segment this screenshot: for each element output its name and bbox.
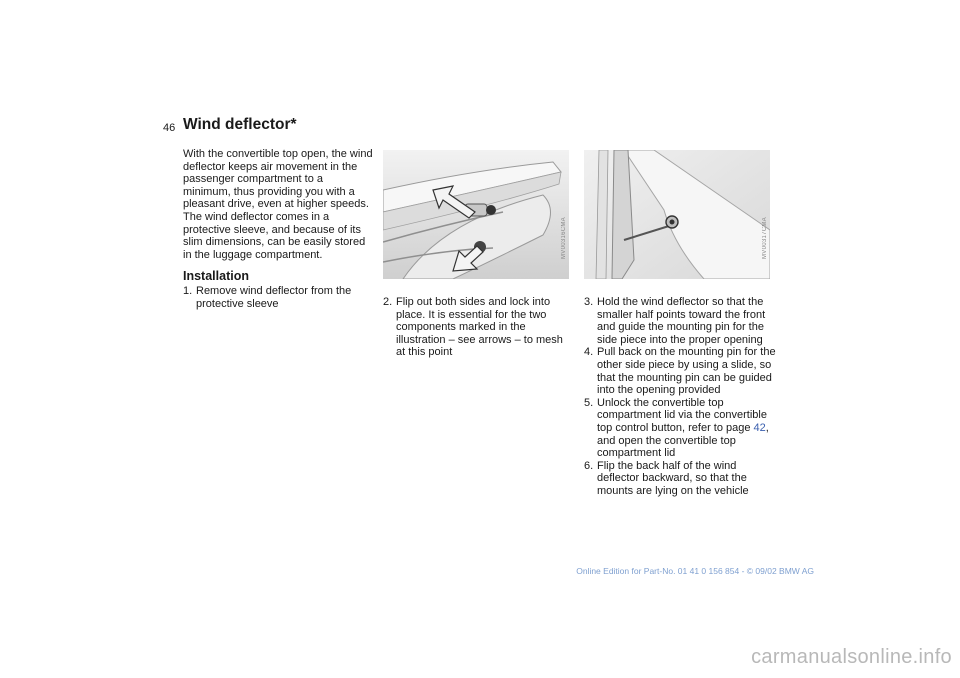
- column-3: [584, 296, 776, 498]
- step-1: [183, 285, 373, 310]
- figure-2-illustration: [584, 150, 770, 279]
- page-reference-link[interactable]: 42: [753, 421, 766, 434]
- steps-list-1: [183, 285, 373, 310]
- step-text: Flip the back half of the wind deflector backward, so that the mounts are lying on the vehicle: [597, 459, 749, 497]
- watermark: carmanualsonline.info: [751, 646, 952, 668]
- page-number: 46: [163, 122, 176, 134]
- installation-heading: Installation: [183, 269, 249, 284]
- figure-2-code: MV00317CMA: [762, 216, 768, 259]
- figure-1-code: MV00316CMA: [561, 216, 567, 259]
- column-1: [183, 148, 373, 311]
- step-number: 1.: [183, 285, 193, 298]
- step-4: [584, 346, 776, 396]
- step-text: Flip out both sides and lock into place. It is essential for the two components marked in the illustration – see arrows – to mesh at this point: [396, 296, 563, 359]
- page-title: Wind deflector*: [183, 116, 297, 133]
- step-5: [584, 397, 776, 460]
- step-text: Hold the wind deflector so that the smaller half points toward the front and guide the mounting pin for the side piece into the proper opening: [597, 296, 766, 346]
- figure-mounting-pin: [584, 150, 770, 279]
- step-text: Pull back on the mounting pin for the other side piece by using a slide, so that the mounting pin can be guided into the opening provided: [597, 346, 776, 397]
- step-2: [383, 296, 575, 359]
- step-text: Remove wind deflector from the protective sleeve: [196, 285, 352, 310]
- steps-list-2: [383, 296, 575, 359]
- figure-deflector-arrows: [383, 150, 569, 279]
- step-number: 4.: [584, 346, 594, 359]
- step-number: 3.: [584, 296, 594, 308]
- intro-paragraph: With the convertible top open, the wind deflector keeps air movement in the passenger compartment to a minimum, thus providing you with a pleasant drive, even at higher speeds. The wind deflector comes in a protective sleeve, and because of its slim dimensions, can be easily stored in the luggage compartment.: [183, 148, 373, 261]
- footer-edition-note: Online Edition for Part-No. 01 41 0 156 854 - © 09/02 BMW AG: [576, 566, 814, 576]
- step-number: 5.: [584, 396, 594, 409]
- step-number: 2.: [383, 296, 393, 308]
- steps-list-3: [584, 296, 776, 498]
- step-text-after: , and open the convertible top compartment lid: [597, 421, 769, 460]
- step-3: [584, 296, 776, 346]
- step-number: 6.: [584, 459, 594, 472]
- column-2: [383, 296, 575, 359]
- step-6: [584, 460, 776, 498]
- step-text-before: Unlock the convertible top compartment lid via the convertible top control button, refer to page: [597, 396, 767, 434]
- figure-1-illustration: [383, 150, 569, 279]
